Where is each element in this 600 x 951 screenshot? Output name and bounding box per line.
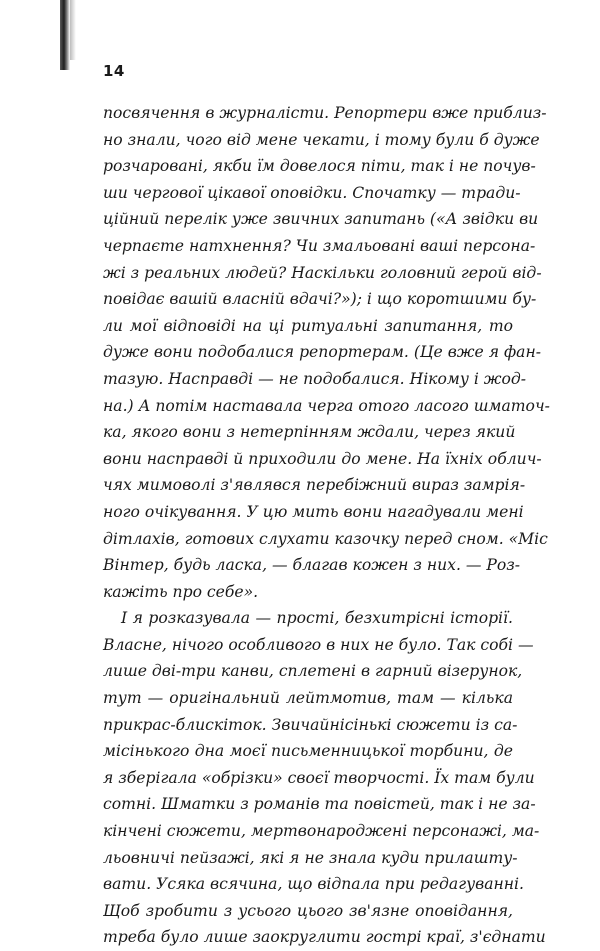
text-line: тазую. Насправді — не подобалися. Нікому і жод- <box>103 369 527 388</box>
text-line: ційний перелік уже звичних запитань («А звідки ви <box>103 210 539 229</box>
text-line: тут — оригінальний лейтмотив, там — кілька <box>103 689 513 708</box>
text-line: лише дві-три канви, сплетені в гарний візерунок, <box>103 662 523 681</box>
text-line: сотні. Шматки з романів та повістей, так і не за- <box>103 795 536 814</box>
text-line: на.) А потім наставала черга отого ласого шматоч- <box>103 396 550 415</box>
body-text <box>103 100 550 951</box>
text-line: вони насправді й приходили до мене. На їхніх облич- <box>103 449 542 468</box>
text-line: повідає вашій власній вдачі?»); і що коротшими бу- <box>103 290 537 309</box>
page-edge-shadow <box>60 0 70 70</box>
text-line: треба було лише заокруглити гострі краї, з'єднати <box>103 928 546 947</box>
page-edge-shadow-soft <box>70 0 76 60</box>
text-line: ка, якого вони з нетерпінням ждали, через який <box>103 423 516 442</box>
text-line: но знали, чого від мене чекати, і тому були б дуже <box>103 130 540 149</box>
text-line: місінького дна моєї письменницької торбини, де <box>103 742 513 761</box>
text-line: дуже вони подобалися репортерам. (Це вже я фан- <box>103 343 542 362</box>
text-line: дітлахів, готових слухати казочку перед сном. «Міс <box>103 529 548 548</box>
text-line: І я розказувала — прості, безхитрісні історії. <box>121 609 513 628</box>
text-line: чях мимоволі з'являвся перебіжний вираз замрія- <box>103 476 526 495</box>
text-line: ши чергової цікавої оповідки. Спочатку — тради- <box>103 183 521 202</box>
text-line: кінчені сюжети, мертвонароджені персонажі, ма- <box>103 822 540 841</box>
page-number: 14 <box>103 62 125 80</box>
text-line: льовничі пейзажі, які я не знала куди прилашту- <box>103 848 518 867</box>
text-line: розчаровані, якби їм довелося піти, так і не почув- <box>103 157 536 176</box>
text-line: ли мої відповіді на ці ритуальні запитання, то <box>103 316 513 335</box>
text-line: ного очікування. У цю мить вони нагадували мені <box>103 502 524 521</box>
text-line: вати. Усяка всячина, що відпала при редагуванні. <box>103 875 524 894</box>
text-line: Щоб зробити з усього цього зв'язне оповідання, <box>103 901 513 920</box>
text-line: Вінтер, будь ласка, — благав кожен з них. — Роз- <box>103 556 521 575</box>
text-line: я зберігала «обрізки» своєї творчості. Їх там були <box>103 768 535 787</box>
text-line: Власне, нічого особливого в них не було. Так собі — <box>103 635 534 654</box>
text-line: черпаєте натхнення? Чи змальовані ваші персона- <box>103 236 536 255</box>
text-line: жі з реальних людей? Наскільки головний герой від- <box>103 263 542 282</box>
text-line: прикрас-блискіток. Звичайнісінькі сюжети із са- <box>103 715 518 734</box>
text-line: кажіть про себе». <box>103 582 259 601</box>
text-line: посвячення в журналісти. Репортери вже приблиз- <box>103 104 547 122</box>
